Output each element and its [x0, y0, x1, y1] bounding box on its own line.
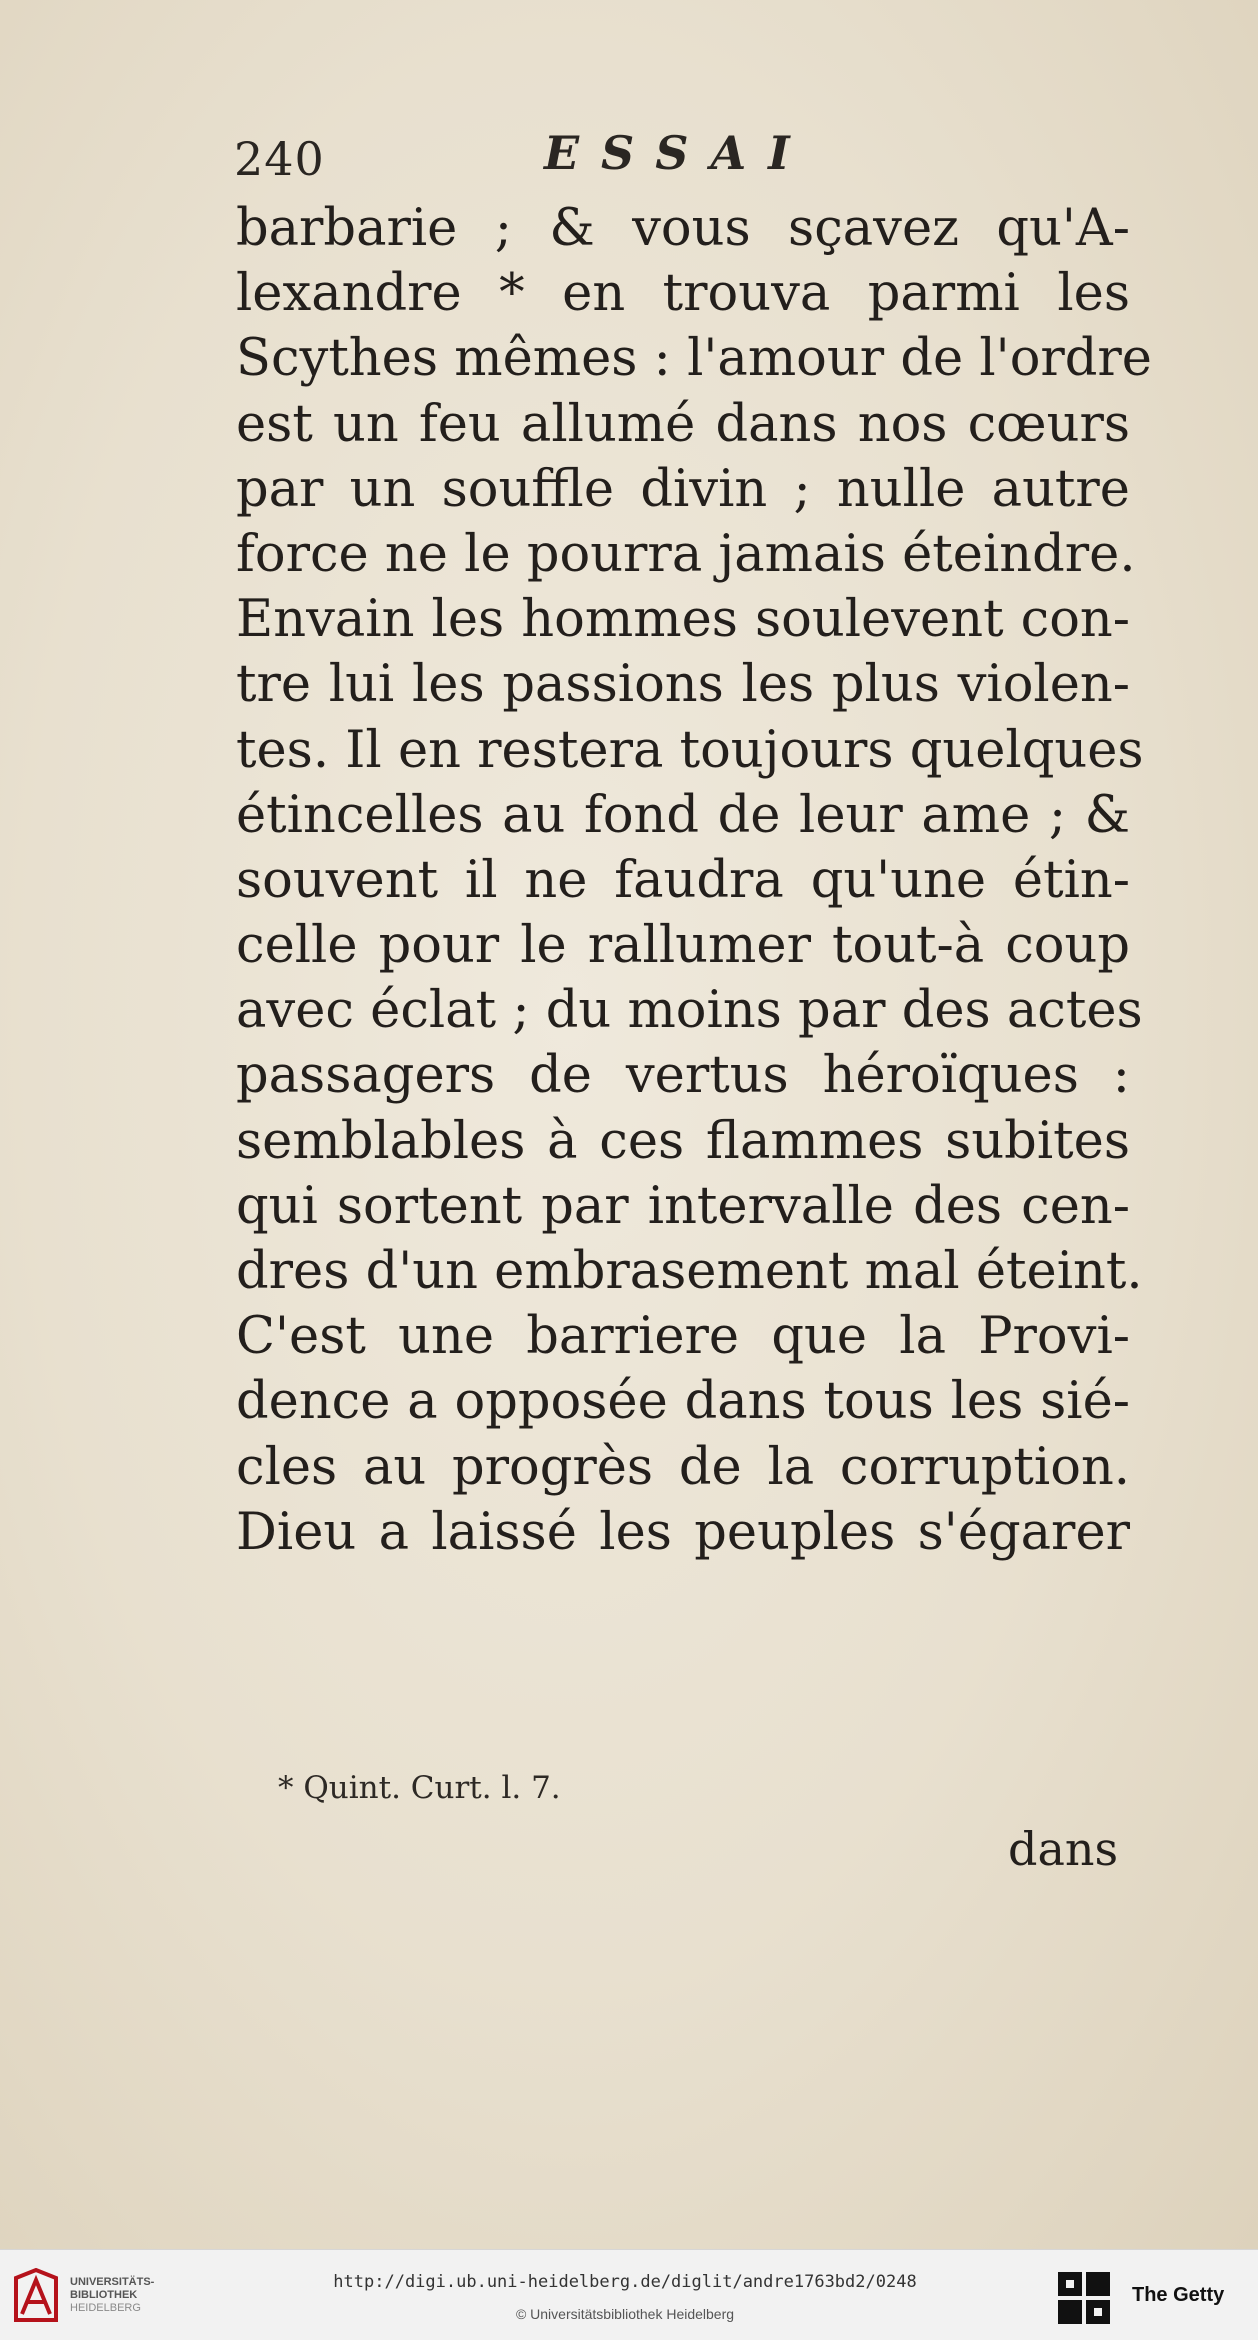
- text-line: avec éclat ; du moins par des actes: [236, 981, 1143, 1041]
- text-line: Dieu a laissé les peuples s'égarer: [236, 1502, 1130, 1562]
- text-line: Scythes mêmes : l'amour de l'ordre: [236, 329, 1152, 389]
- library-crest-icon: [12, 2268, 60, 2324]
- page-number: 240: [234, 132, 325, 186]
- text-line: souvent il ne faudra qu'une étin-: [236, 850, 1130, 910]
- library-name: [70, 2276, 180, 2315]
- text-line: barbarie ; & vous sçavez qu'A-: [236, 199, 1130, 258]
- text-line: dence a opposée dans tous les sié-: [236, 1372, 1130, 1432]
- text-line: C'est une barriere que la Provi-: [236, 1307, 1130, 1367]
- running-head: [234, 122, 1134, 192]
- text-line: celle pour le rallumer tout-à coup: [236, 916, 1130, 976]
- library-logo[interactable]: [12, 2266, 172, 2326]
- catchword: dans: [1008, 1822, 1119, 1876]
- footnote: * Quint. Curt. l. 7.: [278, 1770, 561, 1806]
- permalink-url[interactable]: http://digi.ub.uni-heidelberg.de/diglit/andre1763bd2/0248: [333, 2272, 917, 2292]
- text-line: semblables à ces flammes subites: [236, 1111, 1130, 1171]
- text-line: est un feu allumé dans nos cœurs: [236, 394, 1130, 454]
- library-name-line: BIBLIOTHEK: [70, 2289, 138, 2301]
- getty-logo[interactable]: [1056, 2270, 1256, 2326]
- text-line: force ne le pourra jamais éteindre.: [236, 524, 1136, 584]
- text-line: cles au progrès de la corruption.: [236, 1437, 1130, 1497]
- text-line: par un souffle divin ; nulle autre: [236, 459, 1130, 519]
- copyright-notice: © Universitätsbibliothek Heidelberg: [515, 2306, 735, 2322]
- getty-mark-icon: [1056, 2270, 1112, 2326]
- footer-bar: [0, 2249, 1258, 2340]
- text-line: tre lui les passions les plus violen-: [236, 655, 1130, 715]
- text-line: qui sortent par intervalle des cen-: [236, 1176, 1130, 1236]
- text-body: [236, 196, 1152, 1565]
- text-line: Envain les hommes soulevent con-: [236, 590, 1130, 650]
- text-line: étincelles au fond de leur ame ; &: [236, 785, 1130, 845]
- text-line: dres d'un embrasement mal éteint.: [236, 1242, 1143, 1301]
- library-name-line: HEIDELBERG: [70, 2302, 141, 2314]
- text-line: passagers de vertus héroïques :: [236, 1046, 1130, 1106]
- running-title: ESSAI: [544, 126, 812, 180]
- text-line: tes. Il en restera toujours quelques: [236, 720, 1144, 780]
- partner-name: The Getty: [1132, 2284, 1225, 2306]
- text-line: lexandre * en trouva parmi les: [236, 264, 1130, 324]
- library-name-line: UNIVERSITÄTS-: [70, 2276, 155, 2288]
